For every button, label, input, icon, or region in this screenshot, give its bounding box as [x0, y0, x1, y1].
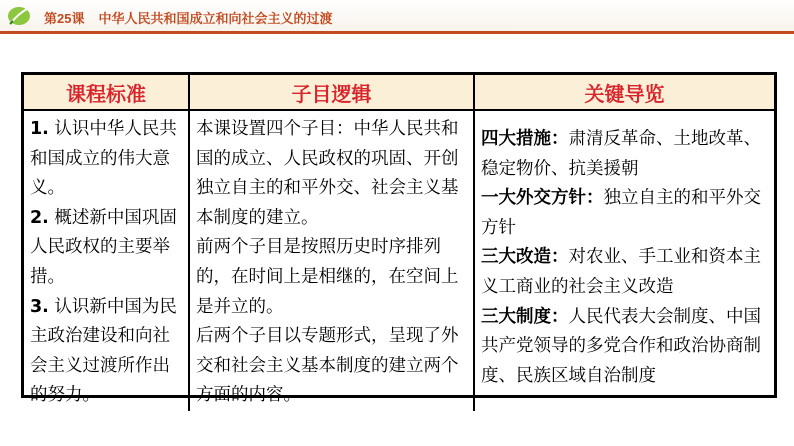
standard-item: 3. 认识新中国为民主政治建设和向社会主义过渡所作出的努力。: [30, 296, 177, 406]
standard-item: 1. 认识中华人民共和国成立的伟大意义。: [30, 119, 177, 199]
leaf-pen-icon: [6, 4, 32, 28]
standard-item: 2. 概述新中国巩固人民政权的主要举措。: [30, 207, 177, 287]
logic-cell: [190, 111, 475, 411]
logic-paragraph: 前两个子目是按照历史时序排列的，在时间上是相继的，在空间上是并立的。: [196, 237, 459, 317]
course-number: 第25课: [44, 11, 85, 26]
overview-item: 一大外交方针：独立自主的和平外交方针: [481, 188, 761, 238]
course-title: 中华人民共和国成立和向社会主义的过渡: [98, 11, 333, 26]
header-bar: [0, 0, 794, 32]
logic-paragraph: 本课设置四个子目：中华人民共和国的成立、人民政权的巩固、开创独立自主的和平外交、社会主义基本制度的建立。: [196, 119, 459, 228]
header-standards: 课程标准: [24, 75, 190, 111]
header-overview: 关键导览: [475, 75, 774, 111]
logic-paragraph: 后两个子目以专题形式，呈现了外交和社会主义基本制度的建立两个方面的内容。: [196, 326, 459, 406]
header-logic: 子目逻辑: [190, 75, 475, 111]
overview-cell: [475, 111, 774, 411]
overview-item: 四大措施：肃清反革命、土地改革、稳定物价、抗美援朝: [481, 129, 761, 179]
overview-item: 三大改造：对农业、手工业和资本主义工商业的社会主义改造: [481, 247, 761, 297]
standards-cell: [24, 111, 190, 411]
lesson-title: [44, 8, 332, 27]
overview-item: 三大制度：人民代表大会制度、中国共产党领导的多党合作和政治协商制度、民族区域自治制度: [481, 306, 761, 386]
lesson-table: [21, 72, 777, 406]
header-divider: [0, 31, 794, 34]
